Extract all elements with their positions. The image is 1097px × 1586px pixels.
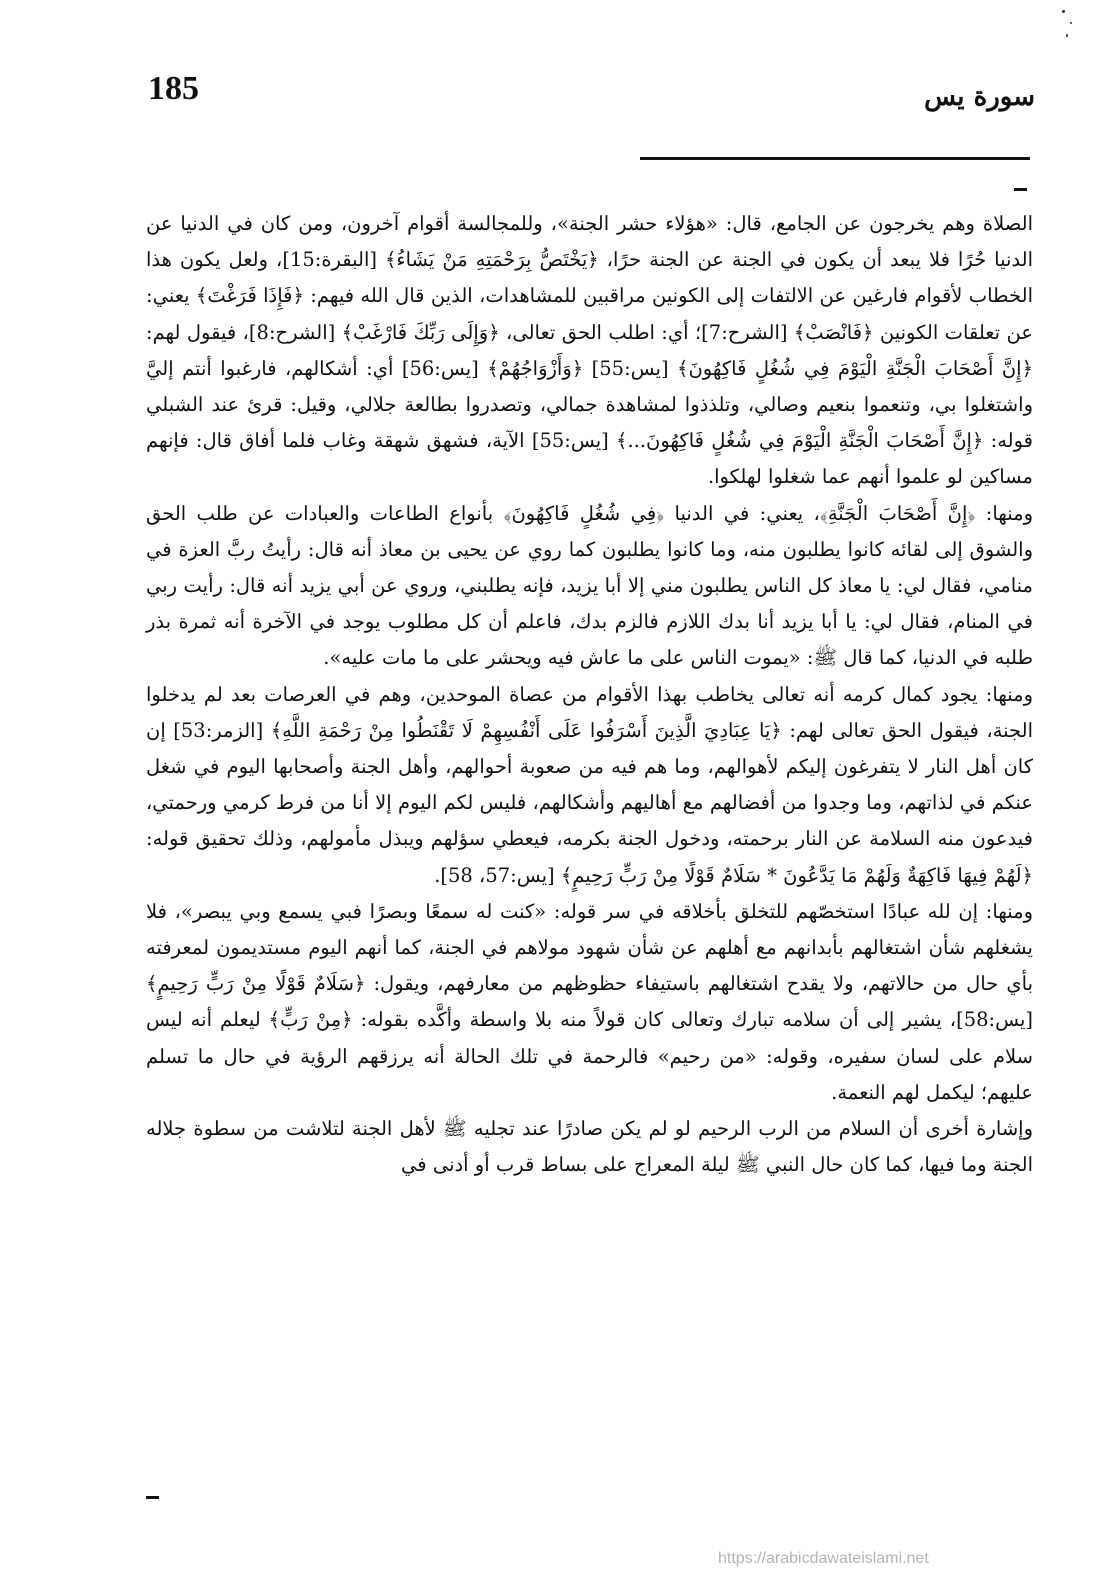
paragraph: ومنها: يجود كمال كرمه أنه تعالى يخاطب بهذا الأقوام من عصاة الموحدين، وهم في العرصات بعد لم يدخلوا الجنة، فيقول الحق تعالى لهم: ﴿يَا عِبَادِيَ الَّذِينَ أَسْرَفُوا عَلَى أَنْفُسِهِمْ لَا تَقْنَطُوا مِنْ رَحْمَةِ اللَّهِ﴾ [الزمر:53] إن كان أهل النار لا يتفرغون إليكم لأهوالهم، وما هم فيه من صعوبة أحوالهم، وأهل الجنة وأصحابها اليوم في شغل عنكم في لذاتهم، وما وجدوا من أفضالهم مع أهاليهم وأشكالهم، فليس لكم اليوم إلا أنا من فرط كرمي ورحمتي، فيدعون منه السلامة عن النار برحمته، ودخول الجنة بكرمه، فيعطي سؤلهم ويبذل مأمولهم، وذلك تحقيق قوله: ﴿لَهُمْ فِيهَا فَاكِهَةٌ وَلَهُمْ مَا يَدَّعُونَ * سَلَامٌ قَوْلًا مِنْ رَبٍّ رَحِيمٍ﴾ [يس:57، 58]. <box>146 682 1033 887</box>
page-number: 185 <box>148 70 199 107</box>
paragraph: وإشارة أخرى أن السلام من الرب الرحيم لو لم يكن صادرًا عند تجليه ﷺ لأهل الجنة لتلاشت من سطوة جلاله الجنة وما فيها، كما كان حال النبي ﷺ ليلة المعراج على بساط قرب أو أدنى في <box>146 1117 1033 1177</box>
margin-tick <box>1014 188 1027 191</box>
paragraph: الصلاة وهم يخرجون عن الجامع، قال: «هؤلاء حشر الجنة»، وللمجالسة أقوام آخرون، ومن كان في الدنيا عن الدنيا حُرًا فلا يبعد أن يكون في الجنة عن الجنة حرًا، ﴿يَخْتَصُّ بِرَحْمَتِهِ مَنْ يَشَاءُ﴾ [البقرة:15]، ولعل يكون هذا الخطاب لأقوام فارغين عن الالتفات إلى الكونين مراقبين للمشاهدات، الذين قال الله فيهم: ﴿فَإِذَا فَرَغْتَ﴾ يعني: عن تعلقات الكونين ﴿فَانْصَبْ﴾ [الشرح:7]؛ أي: اطلب الحق تعالى، ﴿وَإِلَى رَبِّكَ فَارْغَبْ﴾ [الشرح:8]، فيقول لهم: ﴿إِنَّ أَصْحَابَ الْجَنَّةِ الْيَوْمَ فِي شُغُلٍ فَاكِهُونَ﴾ [يس:55] ﴿وَأَزْوَاجُهُمْ﴾ [يس:56] أي: أشكالهم، فارغبوا أنتم إليَّ واشتغلوا بي، وتنعموا بنعيم وصالي، وتلذذوا لمشاهدة جمالي، وتصدروا بطالعة جلالي، وقيل: قرئ عند الشبلي قوله: ﴿إِنَّ أَصْحَابَ الْجَنَّةِ الْيَوْمَ فِي شُغُلٍ فَاكِهُونَ...﴾ [يس:55] الآية، فشهق شهقة وغاب فلما أفاق قال: فإنهم مساكين لو علموا أنهم عما شغلوا لهلكوا. <box>146 212 1033 489</box>
scan-speck <box>1070 22 1072 24</box>
body-text <box>146 206 1033 1183</box>
header-rule <box>640 157 1030 160</box>
scan-speck <box>1066 34 1068 37</box>
running-header: سورة يس <box>924 82 1035 112</box>
margin-tick <box>146 1496 159 1499</box>
scan-speck <box>1062 10 1065 13</box>
paragraph: ومنها: إن لله عبادًا استخصّهم للتخلق بأخلاقه في سر قوله: «كنت له سمعًا وبصرًا فبي يسمع وبي يبصر»، فلا يشغلهم شأن اشتغالهم بأبدانهم مع أهلهم عن شأن شهود مولاهم في الجنة، كما أنهم اليوم مستديمون لمعرفته بأي حال من حالاتهم، ولا يقدح اشتغالهم باستيفاء حظوظهم من معارفهم، ويقول: ﴿سَلَامٌ قَوْلًا مِنْ رَبٍّ رَحِيمٍ﴾ [يس:58]، يشير إلى أن سلامه تبارك وتعالى كان قولاً منه بلا واسطة وأكَّده بقوله: ﴿مِنْ رَبٍّ﴾ ليعلم أنه ليس سلام على لسان سفيره، وقوله: «من رحيم» فالرحمة في تلك الحالة أنه يرزقهم الرؤية في حال ما تسلم عليهم؛ ليكمل لهم النعمة. <box>146 899 1033 1104</box>
watermark-url[interactable]: https://arabicdawateislami.net <box>718 1550 929 1567</box>
paragraph: ومنها: ﴿إِنَّ أَصْحَابَ الْجَنَّةِ﴾، يعني: في الدنيا ﴿فِي شُغُلٍ فَاكِهُونَ﴾ بأنواع الطاعات والعبادات عن طلب الحق والشوق إلى لقائه كانوا يطلبون منه، وما كانوا يطلبون كما روي عن يحيى بن معاذ أنه قال: رأيتُ ربَّ العزة في منامي، فقال لي: يا معاذ كل الناس يطلبون مني إلا أبا يزيد، فإنه يطلبني، وروي عن أبي يزيد أنه قال: رأيت ربي في المنام، فقال لي: يا أبا يزيد أنا بدك اللازم فالزم بدك، فاعلم أن كل مطلوب يوجد في الآخرة أنه ثمرة بذر طلبه في الدنيا، كما قال ﷺ: «يموت الناس على ما عاش فيه ويحشر على ما مات عليه». <box>146 501 1034 670</box>
